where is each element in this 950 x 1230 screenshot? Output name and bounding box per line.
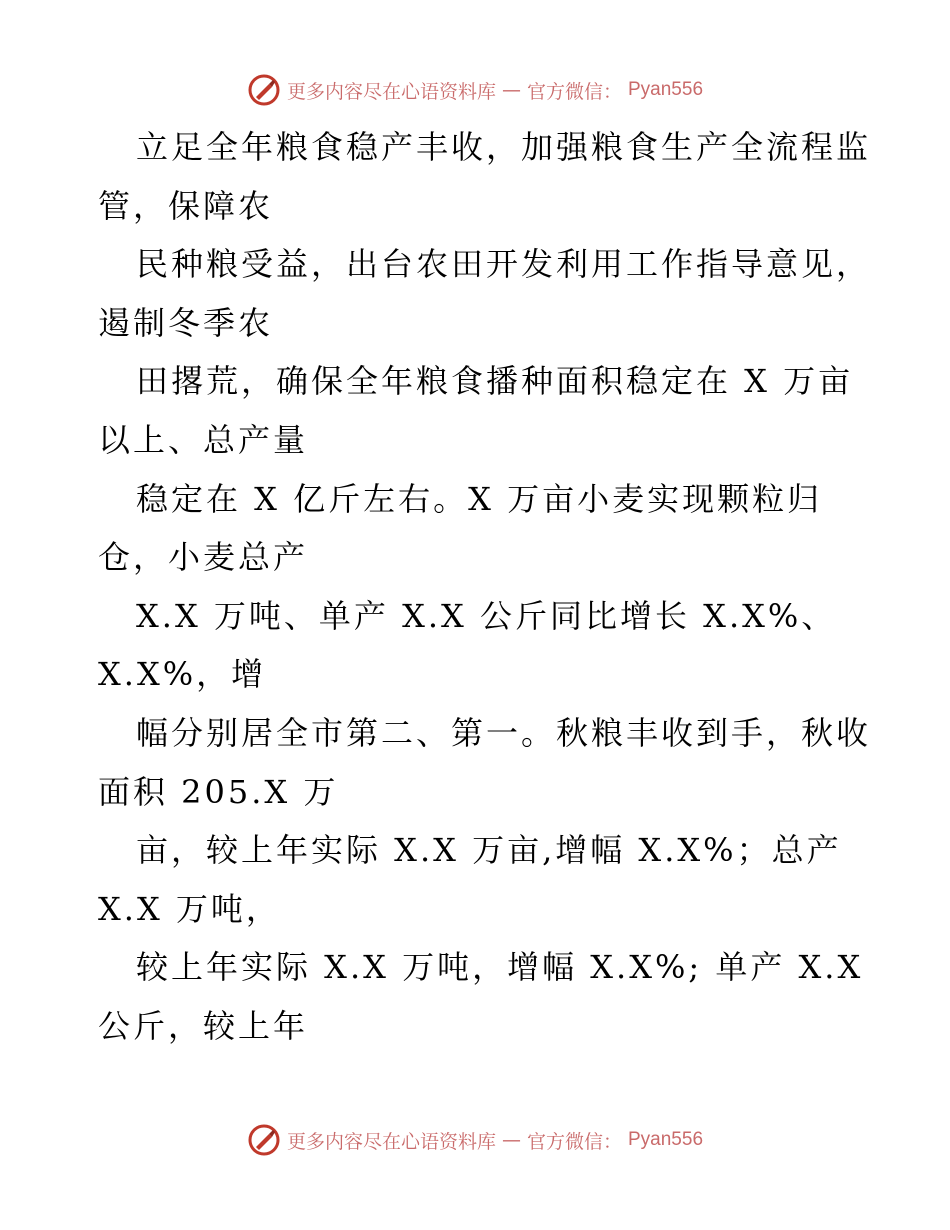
text-line: 田撂荒，确保全年粮食播种面积稳定在 X 万亩 (136, 362, 854, 401)
text-line: X.X 万吨、单产 X.X 公斤同比增长 X.X%、 (136, 596, 837, 635)
text-line: X.X%，增 (98, 655, 267, 694)
watermark-footer (0, 1120, 950, 1160)
document-body (98, 118, 878, 1056)
text-line: 管，保障农 (98, 186, 274, 225)
watermark-dash: — (501, 1129, 521, 1151)
text-line: 遏制冬季农 (98, 303, 274, 342)
watermark-header (0, 70, 950, 110)
watermark-official: 官方微信： (526, 80, 622, 103)
text-line: 公斤，较上年 (98, 1006, 309, 1045)
text-line: 较上年实际 X.X 万吨，增幅 X.X%; 单产 X.X (136, 948, 864, 987)
text-line: 幅分别居全市第二、第一。秋粮丰收到手，秋收 (136, 713, 872, 752)
text-line: 面积 205.X 万 (98, 772, 339, 811)
watermark-official: 官方微信： (526, 1130, 622, 1153)
watermark-id: Pyan556 (628, 79, 704, 100)
text-line: 民种粮受益，出台农田开发利用工作指导意见， (136, 245, 872, 284)
text-line: 仓，小麦总产 (98, 538, 309, 577)
watermark-text: 更多内容尽在心语资料库 (286, 1130, 496, 1153)
text-line: X.X 万吨， (98, 889, 281, 928)
pen-logo-icon (247, 1123, 281, 1157)
watermark-id: Pyan556 (628, 1129, 704, 1150)
text-line: 亩，较上年实际 X.X 万亩,增幅 X.X%；总产 (136, 831, 842, 870)
text-line: 立足全年粮食稳产丰收，加强粮食生产全流程监 (136, 128, 872, 166)
watermark-text: 更多内容尽在心语资料库 (286, 80, 496, 103)
text-line: 稳定在 X 亿斤左右。X 万亩小麦实现颗粒归 (136, 479, 823, 518)
pen-logo-icon (247, 73, 281, 107)
watermark-dash: — (501, 79, 521, 101)
text-line: 以上、总产量 (98, 420, 309, 459)
